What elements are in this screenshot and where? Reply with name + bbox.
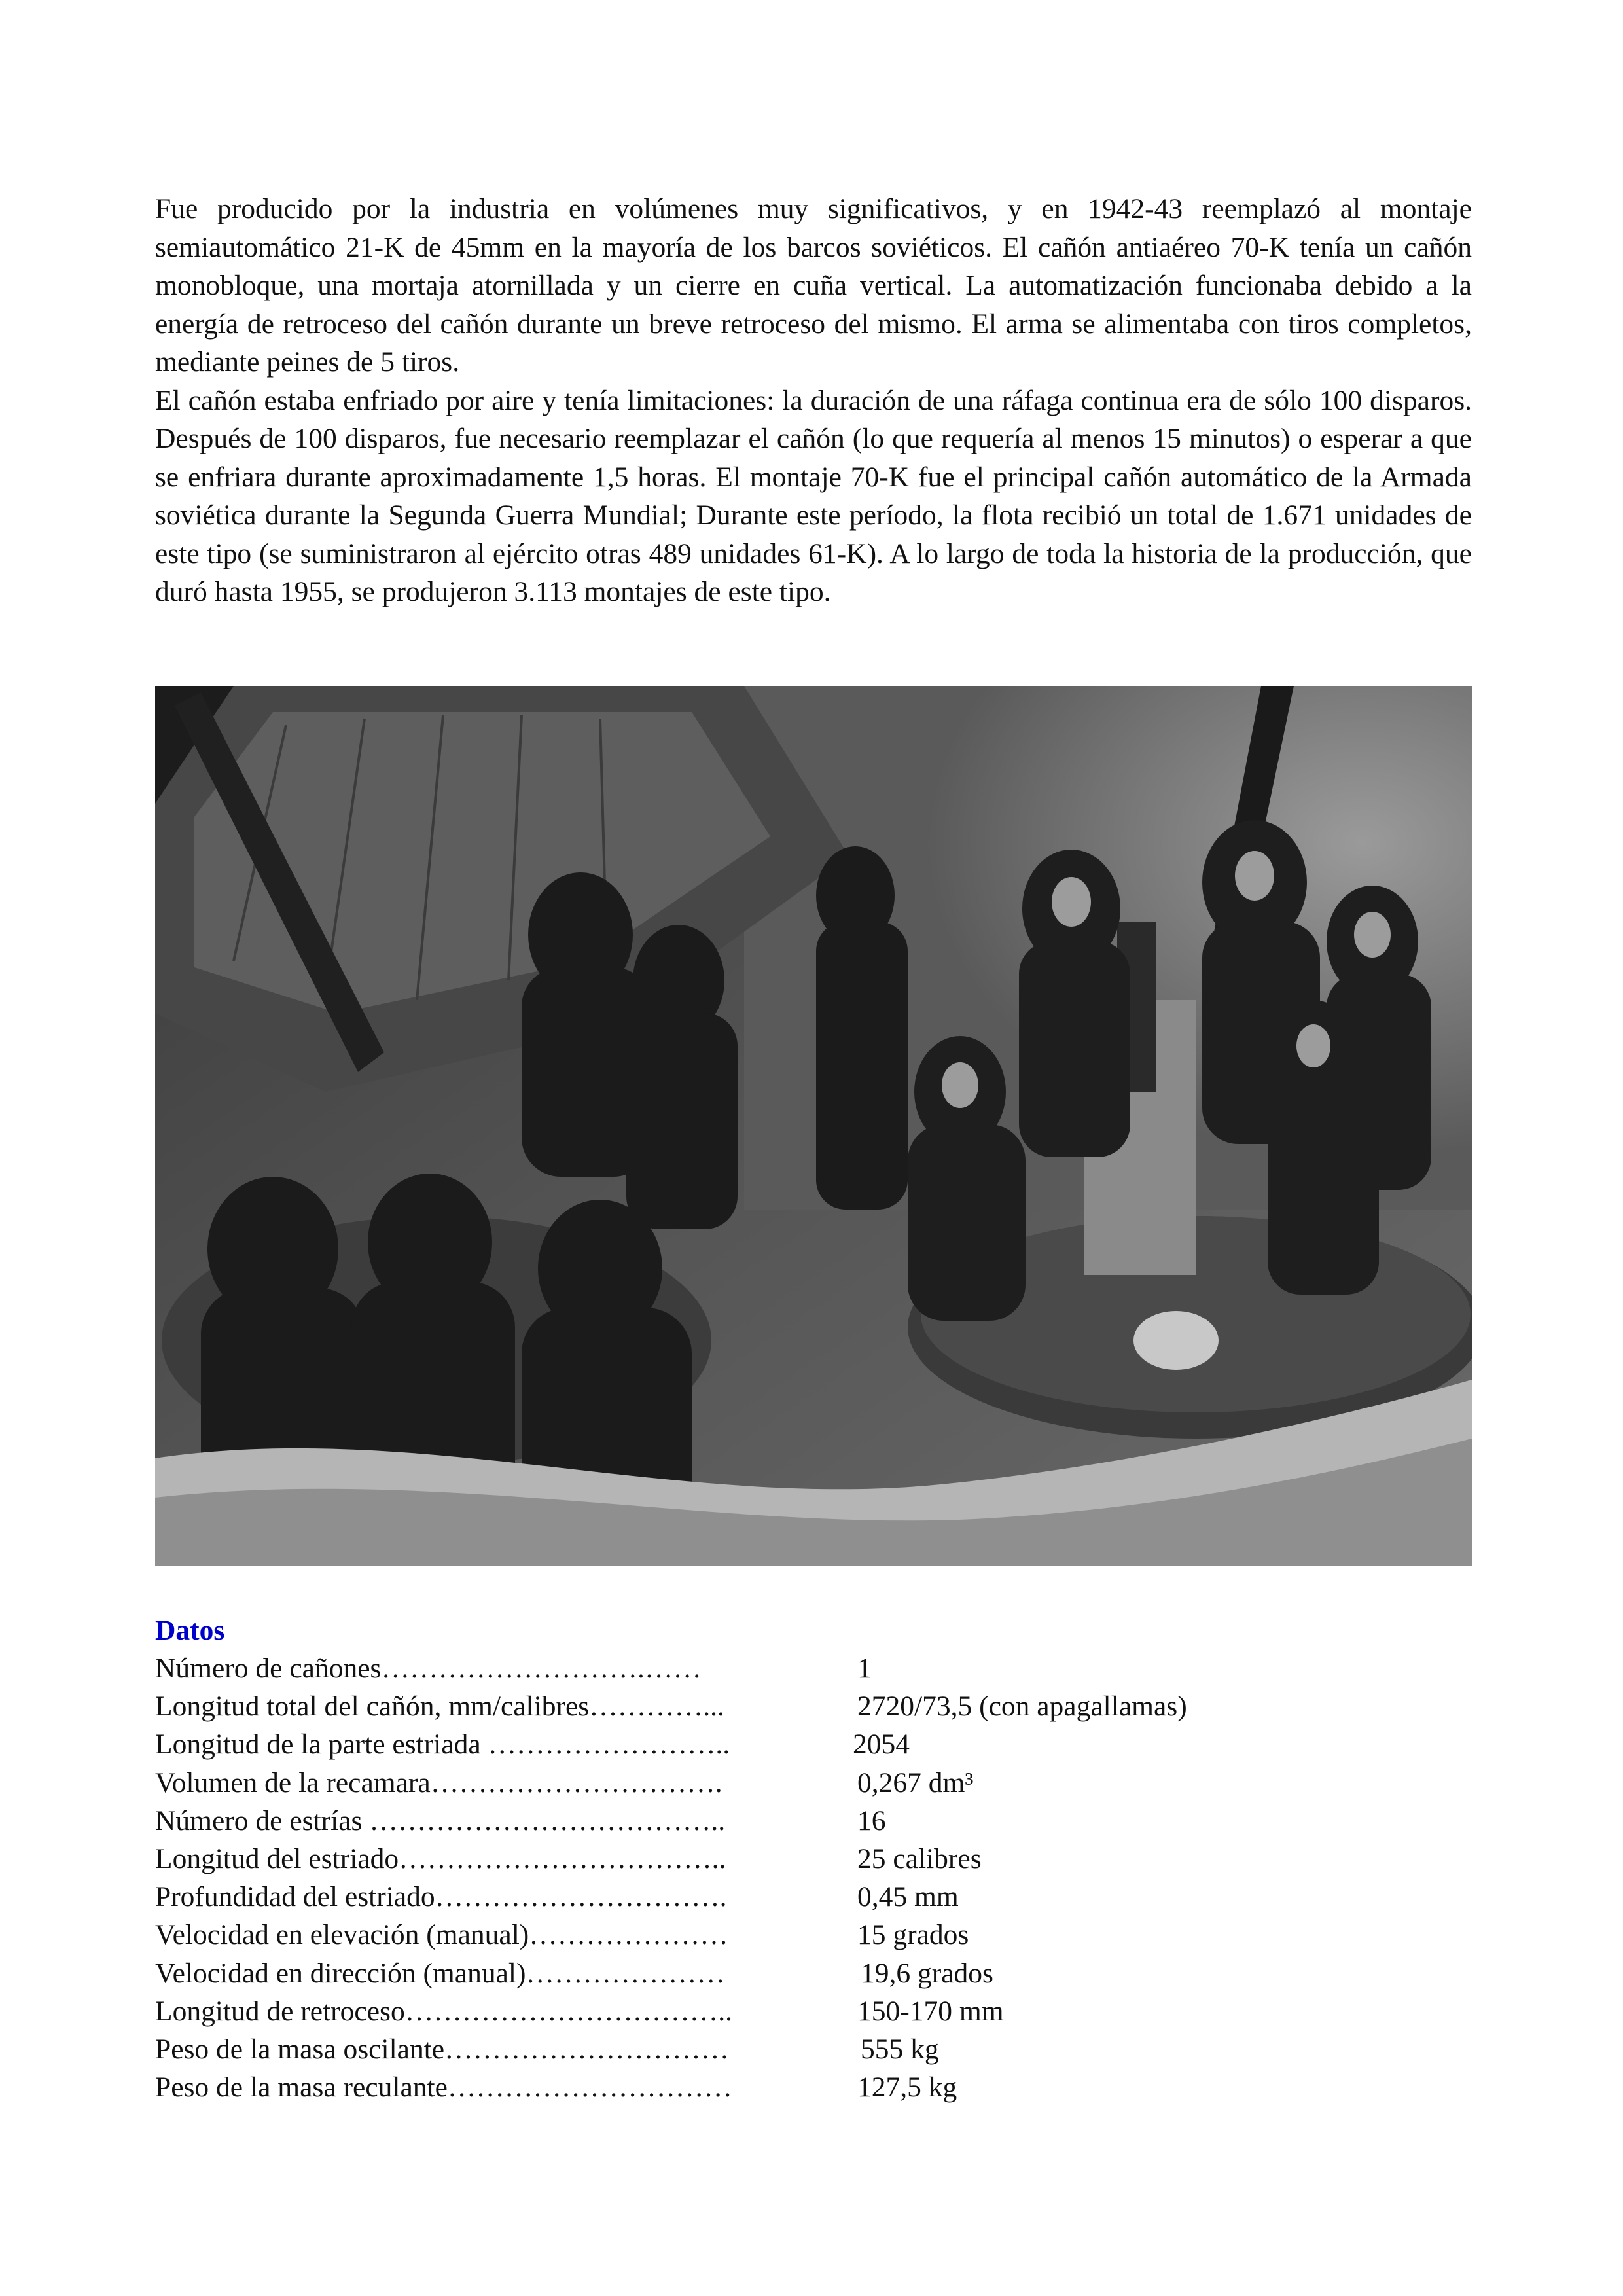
spec-row — [155, 1954, 1472, 1992]
spec-row — [155, 1840, 1472, 1878]
spec-value: 0,45 mm — [857, 1881, 959, 1913]
spec-row — [155, 1764, 1472, 1802]
spec-row — [155, 1687, 1472, 1725]
paragraph-1: Fue producido por la industria en volúmenes muy significativos, y en 1942-43 reemplazó al montaje semiautomático 21-K de 45mm en la mayoría de los barcos soviéticos. El cañón antiaéreo 70-K tenía un cañón monobloque, una mortaja atornillada y un cierre en cuña vertical. La automatización funcionaba debido a la energía de retroceso del cañón durante un breve retroceso del mismo. El arma se alimentaba con tiros completos, mediante peines de 5 tiros. — [155, 193, 1472, 378]
spec-value: 2054 — [853, 1729, 910, 1761]
photo-illustration — [155, 686, 1472, 1566]
spec-label: Longitud del estriado…………………………….. — [155, 1842, 726, 1874]
spec-value: 0,267 dm³ — [857, 1767, 974, 1799]
paragraph-2: El cañón estaba enfriado por aire y tenía limitaciones: la duración de una ráfaga continua era de sólo 100 disparos. Después de 100 disparos, fue necesario reemplazar el cañón (lo que requería al menos 15 minutos) o esperar a que se enfriara durante aproximadamente 1,5 horas. El montaje 70-K fue el principal cañón automático de la Armada soviética durante la Segunda Guerra Mundial; Durante este período, la flota recibió un total de 1.671 unidades de este tipo (se suministraron al ejército otras 489 unidades 61-K). A lo largo de toda la historia de la producción, que duró hasta 1955, se produjeron 3.113 montajes de este tipo. — [155, 384, 1472, 607]
spec-label: Longitud de retroceso…………………………….. — [155, 1995, 732, 2027]
spec-label: Profundidad del estriado…………………………. — [155, 1881, 727, 1913]
photo-anti-aircraft-gun-crew — [155, 686, 1472, 1566]
spec-label: Velocidad en dirección (manual)………………… — [155, 1957, 725, 1989]
spec-label: Velocidad en elevación (manual)………………… — [155, 1919, 728, 1951]
spec-value: 2720/73,5 (con apagallamas) — [857, 1691, 1187, 1723]
spec-value: 16 — [857, 1804, 886, 1837]
spec-row — [155, 1725, 1472, 1763]
spec-row — [155, 1992, 1472, 2030]
spec-value: 15 grados — [857, 1919, 969, 1951]
spec-value: 1 — [857, 1653, 872, 1684]
body-text — [155, 190, 1472, 611]
specs-table — [155, 1649, 1472, 2106]
spec-label: Peso de la masa oscilante………………………… — [155, 2033, 730, 2065]
spec-row — [155, 1878, 1472, 1916]
spec-label: Longitud total del cañón, mm/calibres…………... — [155, 1691, 724, 1723]
spec-value: 19,6 grados — [861, 1957, 993, 1989]
section-title-datos: Datos — [155, 1615, 225, 1646]
spec-value: 25 calibres — [857, 1842, 982, 1874]
spec-row — [155, 2030, 1472, 2068]
spec-value: 127,5 kg — [857, 2072, 957, 2104]
spec-label: Número de estrías ……………………………….. — [155, 1804, 726, 1837]
spec-row — [155, 1916, 1472, 1954]
spec-value: 555 kg — [861, 2033, 939, 2065]
spec-row — [155, 2068, 1472, 2106]
spec-row — [155, 1649, 1472, 1687]
spec-label: Número de cañones……………………….…… — [155, 1653, 702, 1684]
spec-row — [155, 1802, 1472, 1840]
spec-value: 150-170 mm — [857, 1995, 1004, 2027]
spec-label: Volumen de la recamara…………………………. — [155, 1767, 722, 1799]
spec-label: Peso de la masa reculante………………………… — [155, 2072, 732, 2104]
spec-label: Longitud de la parte estriada …………………….. — [155, 1729, 730, 1761]
